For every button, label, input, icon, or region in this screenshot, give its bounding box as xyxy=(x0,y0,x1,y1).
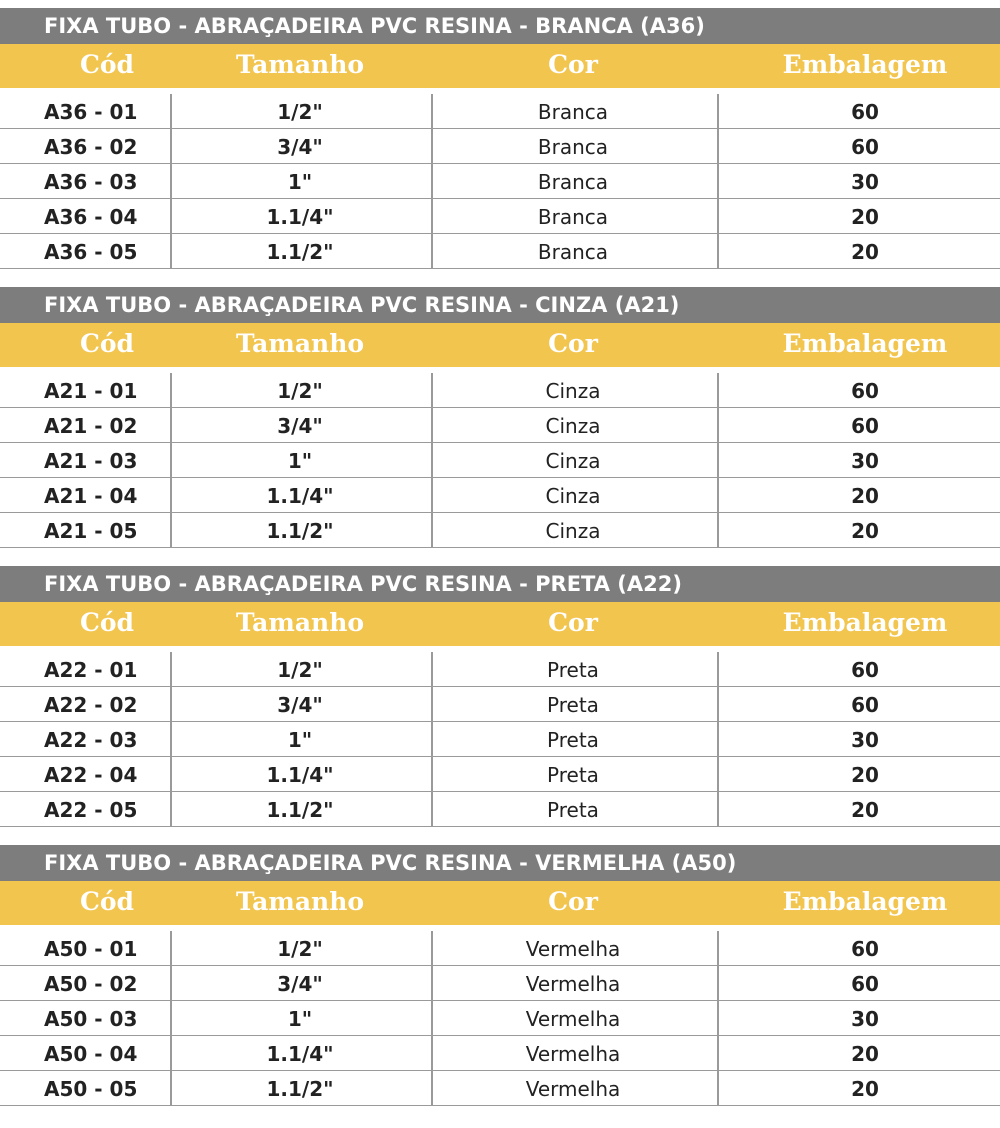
table-section-cinza xyxy=(0,287,1000,543)
cell-cod: A22 - 03 xyxy=(44,728,138,752)
header-embalagem: Embalagem xyxy=(782,329,948,358)
cell-cor: Cinza xyxy=(545,379,601,403)
header-cod: Cód xyxy=(79,608,135,637)
header-cor: Cor xyxy=(548,608,598,637)
cell-cod: A22 - 04 xyxy=(44,763,138,787)
cell-embalagem: 20 xyxy=(851,763,879,787)
cell-embalagem: 30 xyxy=(851,728,879,752)
cell-tamanho: 1.1/4" xyxy=(266,484,334,508)
header-embalagem: Embalagem xyxy=(782,608,948,637)
cell-tamanho: 1" xyxy=(287,449,313,473)
header-cor: Cor xyxy=(548,50,598,79)
cell-cod: A21 - 03 xyxy=(44,449,138,473)
table-section-vermelha xyxy=(0,845,1000,1101)
table-section-branca xyxy=(0,8,1000,264)
header-cod: Cód xyxy=(79,887,135,916)
cell-tamanho: 1/2" xyxy=(277,379,323,403)
table-row xyxy=(0,478,1000,513)
cell-cor: Branca xyxy=(537,240,609,264)
table-body xyxy=(0,373,1000,548)
cell-embalagem: 20 xyxy=(851,484,879,508)
cell-cor: Branca xyxy=(537,135,609,159)
cell-embalagem: 20 xyxy=(851,798,879,822)
table-row xyxy=(0,792,1000,827)
cell-embalagem: 60 xyxy=(851,414,879,438)
cell-cod: A22 - 02 xyxy=(44,693,138,717)
cell-tamanho: 3/4" xyxy=(277,972,323,996)
header-cod: Cód xyxy=(79,329,135,358)
cell-cor: Preta xyxy=(547,798,599,822)
table-row xyxy=(0,234,1000,269)
cell-tamanho: 1.1/4" xyxy=(266,205,334,229)
header-tamanho: Tamanho xyxy=(235,329,365,358)
cell-tamanho: 1.1/4" xyxy=(266,1042,334,1066)
cell-cod: A22 - 01 xyxy=(44,658,138,682)
section-title: FIXA TUBO - ABRAÇADEIRA PVC RESINA - BRANCA (A36) xyxy=(0,8,1000,44)
cell-embalagem: 60 xyxy=(851,135,879,159)
table-row xyxy=(0,1071,1000,1106)
cell-cod: A36 - 04 xyxy=(44,205,138,229)
cell-tamanho: 1.1/4" xyxy=(266,763,334,787)
header-embalagem: Embalagem xyxy=(782,887,948,916)
table-row xyxy=(0,1036,1000,1071)
cell-tamanho: 3/4" xyxy=(277,693,323,717)
cell-embalagem: 60 xyxy=(851,693,879,717)
cell-tamanho: 3/4" xyxy=(277,414,323,438)
header-cor: Cor xyxy=(548,329,598,358)
cell-cod: A50 - 01 xyxy=(44,937,138,961)
cell-embalagem: 30 xyxy=(851,1007,879,1031)
cell-embalagem: 60 xyxy=(851,937,879,961)
cell-cod: A36 - 02 xyxy=(44,135,138,159)
cell-tamanho: 1" xyxy=(287,1007,313,1031)
cell-cor: Vermelha xyxy=(525,1042,621,1066)
cell-cor: Branca xyxy=(537,100,609,124)
cell-tamanho: 1.1/2" xyxy=(266,240,334,264)
table-row xyxy=(0,373,1000,408)
header-tamanho: Tamanho xyxy=(235,608,365,637)
cell-cod: A36 - 01 xyxy=(44,100,138,124)
table-body xyxy=(0,652,1000,827)
cell-tamanho: 1/2" xyxy=(277,937,323,961)
cell-cod: A50 - 04 xyxy=(44,1042,138,1066)
table-row xyxy=(0,931,1000,966)
cell-tamanho: 1.1/2" xyxy=(266,798,334,822)
cell-cor: Vermelha xyxy=(525,937,621,961)
table-row xyxy=(0,966,1000,1001)
cell-cor: Preta xyxy=(547,763,599,787)
table-body xyxy=(0,931,1000,1106)
cell-cod: A21 - 05 xyxy=(44,519,138,543)
cell-cod: A21 - 04 xyxy=(44,484,138,508)
cell-cod: A36 - 05 xyxy=(44,240,138,264)
cell-cod: A50 - 03 xyxy=(44,1007,138,1031)
cell-cor: Cinza xyxy=(545,414,601,438)
cell-embalagem: 20 xyxy=(851,1077,879,1101)
cell-cor: Preta xyxy=(547,658,599,682)
column-header-row xyxy=(0,44,1000,88)
cell-cor: Branca xyxy=(537,205,609,229)
cell-tamanho: 1.1/2" xyxy=(266,1077,334,1101)
cell-embalagem: 60 xyxy=(851,658,879,682)
cell-cor: Vermelha xyxy=(525,1077,621,1101)
cell-cor: Cinza xyxy=(545,519,601,543)
table-row xyxy=(0,129,1000,164)
table-body xyxy=(0,94,1000,269)
cell-cor: Preta xyxy=(547,693,599,717)
table-section-preta xyxy=(0,566,1000,822)
header-cor: Cor xyxy=(548,887,598,916)
cell-embalagem: 60 xyxy=(851,972,879,996)
cell-embalagem: 60 xyxy=(851,379,879,403)
cell-embalagem: 60 xyxy=(851,100,879,124)
header-embalagem: Embalagem xyxy=(782,50,948,79)
cell-embalagem: 20 xyxy=(851,205,879,229)
cell-cod: A22 - 05 xyxy=(44,798,138,822)
header-tamanho: Tamanho xyxy=(235,50,365,79)
section-title: FIXA TUBO - ABRAÇADEIRA PVC RESINA - PRETA (A22) xyxy=(0,566,1000,602)
cell-cod: A50 - 02 xyxy=(44,972,138,996)
cell-cod: A36 - 03 xyxy=(44,170,138,194)
table-row xyxy=(0,408,1000,443)
section-title: FIXA TUBO - ABRAÇADEIRA PVC RESINA - VERMELHA (A50) xyxy=(0,845,1000,881)
header-tamanho: Tamanho xyxy=(235,887,365,916)
cell-tamanho: 3/4" xyxy=(277,135,323,159)
table-row xyxy=(0,757,1000,792)
cell-cor: Preta xyxy=(547,728,599,752)
cell-cod: A50 - 05 xyxy=(44,1077,138,1101)
table-row xyxy=(0,513,1000,548)
cell-embalagem: 30 xyxy=(851,170,879,194)
column-header-row xyxy=(0,881,1000,925)
cell-cor: Branca xyxy=(537,170,609,194)
table-row xyxy=(0,443,1000,478)
cell-embalagem: 20 xyxy=(851,519,879,543)
cell-cor: Vermelha xyxy=(525,972,621,996)
cell-cod: A21 - 01 xyxy=(44,379,138,403)
table-row xyxy=(0,652,1000,687)
cell-cor: Cinza xyxy=(545,484,601,508)
table-row xyxy=(0,722,1000,757)
cell-tamanho: 1.1/2" xyxy=(266,519,334,543)
cell-tamanho: 1/2" xyxy=(277,658,323,682)
cell-cod: A21 - 02 xyxy=(44,414,138,438)
cell-tamanho: 1/2" xyxy=(277,100,323,124)
table-row xyxy=(0,94,1000,129)
table-row xyxy=(0,199,1000,234)
header-cod: Cód xyxy=(79,50,135,79)
section-title: FIXA TUBO - ABRAÇADEIRA PVC RESINA - CINZA (A21) xyxy=(0,287,1000,323)
cell-embalagem: 30 xyxy=(851,449,879,473)
cell-cor: Cinza xyxy=(545,449,601,473)
cell-embalagem: 20 xyxy=(851,1042,879,1066)
column-header-row xyxy=(0,602,1000,646)
cell-embalagem: 20 xyxy=(851,240,879,264)
table-row xyxy=(0,1001,1000,1036)
table-row xyxy=(0,164,1000,199)
cell-cor: Vermelha xyxy=(525,1007,621,1031)
cell-tamanho: 1" xyxy=(287,728,313,752)
table-row xyxy=(0,687,1000,722)
column-header-row xyxy=(0,323,1000,367)
cell-tamanho: 1" xyxy=(287,170,313,194)
